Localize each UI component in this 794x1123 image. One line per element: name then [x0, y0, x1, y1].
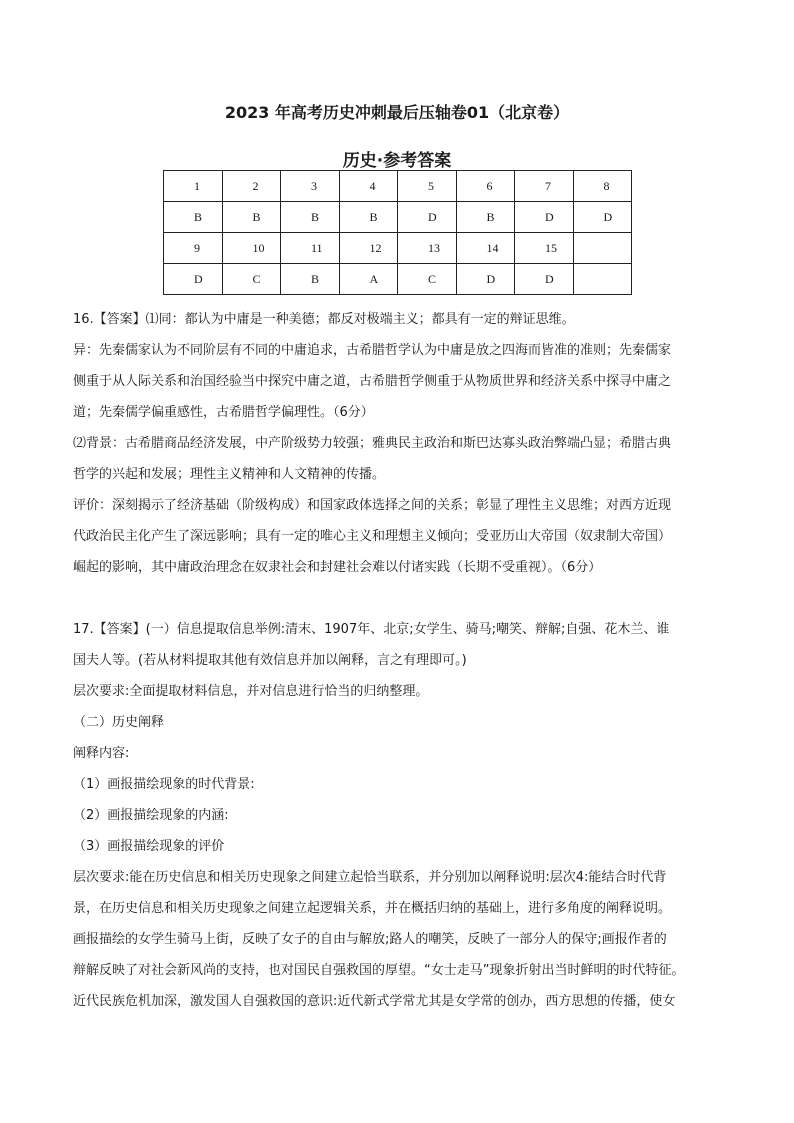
table-cell: D	[573, 202, 632, 233]
answer-table	[163, 170, 632, 295]
table-cell	[573, 233, 632, 264]
table-cell: 15	[515, 233, 574, 264]
table-cell: A	[339, 264, 398, 295]
document-title: 2023 年高考历史冲刺最后压轴卷01（北京卷）	[224, 103, 570, 122]
section-spacer	[73, 583, 723, 614]
table-cell: B	[456, 202, 515, 233]
table-cell: 4	[339, 171, 398, 202]
table-cell: B	[164, 202, 223, 233]
table-row	[164, 264, 632, 295]
text-line: 哲学的兴起和发展；理性主义精神和人文精神的传播。	[73, 467, 386, 482]
text-line: 景，在历史信息和相关历史现象之间建立起逻辑关系，并在概括归纳的基础上，进行多角度的阐释说明。	[73, 901, 672, 916]
text-line: ⑵背景：古希腊商品经济发展，中产阶级势力较强；雅典民主政治和斯巴达寡头政治弊端凸显；希腊古典	[73, 436, 672, 451]
table-cell: B	[281, 202, 340, 233]
text-line: 崛起的影响，其中庸政治理念在奴隶社会和封建社会难以付诸实践（长期不受重视）。（6分）	[73, 560, 602, 575]
text-line: 阐释内容:	[73, 746, 130, 761]
table-cell: C	[222, 264, 281, 295]
text-line: 辩解反映了对社会新风尚的支持，也对国民自强救国的厚望。“女士走马”现象折射出当时鲜明的时代特征。	[73, 963, 685, 978]
table-cell: B	[339, 202, 398, 233]
text-line: 侧重于从人际关系和治国经验当中探究中庸之道，古希腊哲学侧重于从物质世界和经济关系中探寻中庸之	[73, 374, 672, 389]
table-cell: 11	[281, 233, 340, 264]
table-cell: D	[456, 264, 515, 295]
table-cell: 5	[398, 171, 457, 202]
text-line: （2）画报描绘现象的内涵:	[73, 808, 229, 823]
table-row	[164, 202, 632, 233]
table-cell: 7	[515, 171, 574, 202]
table-cell: 6	[456, 171, 515, 202]
table-cell: 8	[573, 171, 632, 202]
text-line: 画报描绘的女学生骑马上街，反映了女子的自由与解放;路人的嘲笑，反映了一部分人的保守;画报作者的	[73, 932, 667, 947]
text-line: 道；先秦儒学偏重感性，古希腊哲学偏理性。（6分）	[73, 405, 374, 420]
table-cell: D	[398, 202, 457, 233]
q16-answer	[73, 304, 723, 583]
table-row	[164, 233, 632, 264]
text-line: 异：先秦儒家认为不同阶层有不同的中庸追求，古希腊哲学认为中庸是放之四海而皆准的准则；先秦儒家	[73, 343, 672, 358]
table-cell: D	[515, 264, 574, 295]
text-line: 国夫人等。(若从材料提取其他有效信息并加以阐释，言之有理即可。)	[73, 653, 467, 668]
table-cell: 9	[164, 233, 223, 264]
text-line: 16.【答案】⑴同：都认为中庸是一种美德；都反对极端主义；都具有一定的辩证思维。	[73, 312, 575, 327]
text-line: （1）画报描绘现象的时代背景:	[73, 777, 255, 792]
table-cell	[573, 264, 632, 295]
table-cell: D	[164, 264, 223, 295]
answer-content	[73, 304, 723, 1017]
text-line: 层次要求:能在历史信息和相关历史现象之间建立起恰当联系，并分别加以阐释说明:层次4:能结合时代背	[73, 870, 667, 885]
table-cell: 12	[339, 233, 398, 264]
table-cell: 14	[456, 233, 515, 264]
table-cell: B	[222, 202, 281, 233]
table-cell: D	[515, 202, 574, 233]
text-line: （3）画报描绘现象的评价	[73, 839, 225, 854]
text-line: 近代民族危机加深，激发国人自强救国的意识:近代新式学常尤其是女学常的创办，西方思想的传播，使女	[73, 994, 676, 1009]
table-cell: 3	[281, 171, 340, 202]
document-subtitle: 历史·参考答案	[342, 151, 452, 171]
table-cell: 10	[222, 233, 281, 264]
text-line: 17.【答案】(一）信息提取信息举例:清末、1907年、北京;女学生、骑马;嘲笑、辩解;自强、花木兰、谁	[73, 622, 670, 637]
table-row	[164, 171, 632, 202]
table-cell: 13	[398, 233, 457, 264]
table-cell: C	[398, 264, 457, 295]
table-cell: 1	[164, 171, 223, 202]
q17-answer	[73, 614, 723, 1017]
text-line: 评价：深刻揭示了经济基础（阶级构成）和国家政体选择之间的关系；彰显了理性主义思维；对西方近现	[73, 498, 672, 513]
table-cell: 2	[222, 171, 281, 202]
text-line: （二）历史阐释	[73, 715, 165, 730]
table-cell: B	[281, 264, 340, 295]
text-line: 层次要求:全面提取材料信息，并对信息进行恰当的归纳整理。	[73, 684, 429, 699]
text-line: 代政治民主化产生了深远影响；具有一定的唯心主义和理想主义倾向；受亚历山大帝国（奴隶制大帝国）	[73, 529, 672, 544]
